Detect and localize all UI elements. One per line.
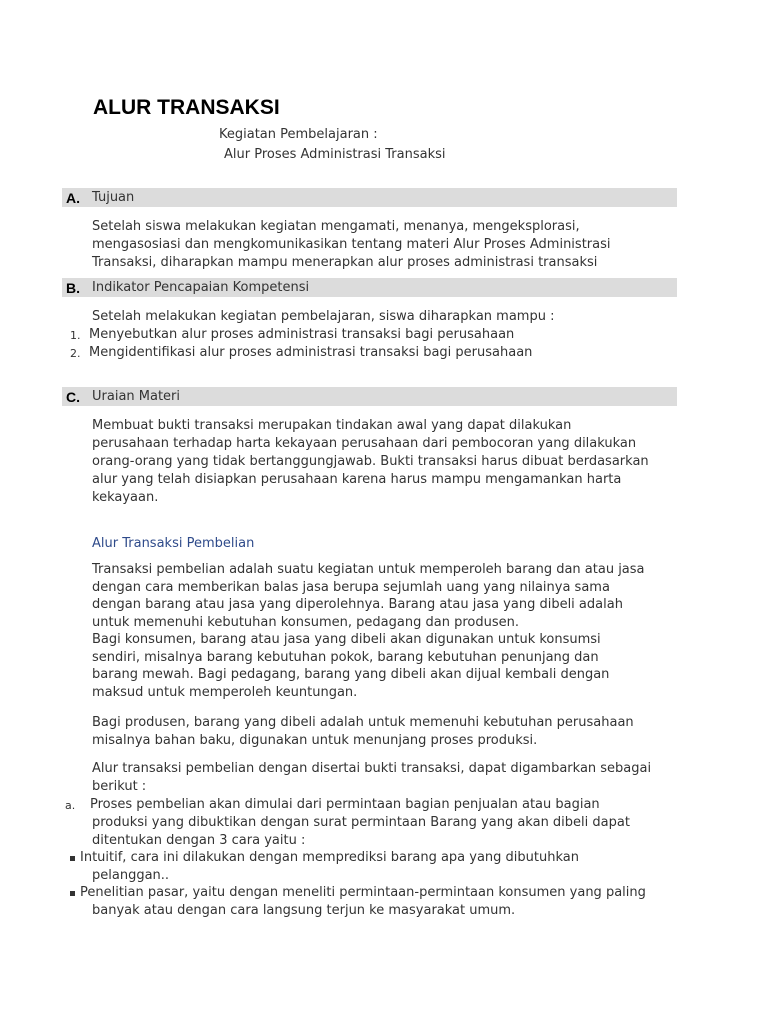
- text-line: perusahaan terhadap harta kekayaan perusahaan dari pembocoran yang dilakukan: [92, 436, 637, 451]
- subheading: Alur Transaksi Pembelian: [92, 536, 255, 551]
- section-c-title: Uraian Materi: [92, 389, 181, 404]
- document-title: ALUR TRANSAKSI: [93, 96, 280, 119]
- text-line: barang mewah. Bagi pedagang, barang yang dibeli akan dijual kembali dengan: [92, 667, 610, 682]
- text-line: maksud untuk memperoleh keuntungan.: [92, 684, 358, 700]
- bullet-item: [80, 849, 579, 885]
- section-b-title: Indikator Pencapaian Kompetensi: [92, 280, 310, 295]
- text-line: dengan barang atau jasa yang diperolehnya. Barang atau jasa yang dibeli adalah: [92, 597, 623, 612]
- text-line: Transaksi, diharapkan mampu menerapkan alur proses administrasi transaksi: [92, 255, 598, 270]
- text-line: pelanggan..: [92, 868, 170, 883]
- text-line: kekayaan.: [92, 490, 159, 505]
- list-item-a: [90, 796, 630, 850]
- section-c-letter: C.: [66, 388, 80, 405]
- section-a-paragraph: [92, 218, 682, 272]
- text-line: untuk memenuhi kebutuhan konsumen, pedagang dan produsen.: [92, 614, 519, 630]
- list-item: Menyebutkan alur proses administrasi transaksi bagi perusahaan: [89, 327, 515, 342]
- text-line: Membuat bukti transaksi merupakan tindakan awal yang dapat dilakukan: [92, 418, 572, 433]
- section-a-title: Tujuan: [92, 190, 135, 205]
- kegiatan-label: Kegiatan Pembelajaran :: [219, 127, 378, 142]
- text-line: Setelah siswa melakukan kegiatan mengamati, menanya, mengeksplorasi,: [92, 219, 580, 234]
- section-c-header: [62, 387, 677, 406]
- text-line: ditentukan dengan 3 cara yaitu :: [92, 833, 306, 848]
- text-line: orang-orang yang tidak bertanggungjawab. Bukti transaksi harus dibuat berdasarkan: [92, 454, 649, 469]
- kegiatan-topic: Alur Proses Administrasi Transaksi: [224, 147, 446, 162]
- text-line: produksi yang dibuktikan dengan surat permintaan Barang yang akan dibeli dapat: [92, 815, 630, 830]
- text-line: misalnya bahan baku, digunakan untuk menunjang proses produksi.: [92, 733, 538, 748]
- bullet-square-icon: [70, 891, 75, 896]
- text-line: dengan cara memberikan balas jasa berupa sejumlah uang yang nilainya sama: [92, 579, 610, 595]
- text-line: Penelitian pasar, yaitu dengan meneliti permintaan-permintaan konsumen yang paling: [80, 885, 646, 900]
- section-b-header: [62, 278, 677, 297]
- section-c-paragraph-4: [92, 760, 682, 796]
- section-b-intro: Setelah melakukan kegiatan pembelajaran, siswa diharapkan mampu :: [92, 309, 555, 324]
- bullet-square-icon: [70, 856, 75, 861]
- text-line: Transaksi pembelian adalah suatu kegiatan untuk memperoleh barang dan atau jasa: [92, 562, 645, 577]
- text-line: mengasosiasi dan mengkomunikasikan tentang materi Alur Proses Administrasi: [92, 237, 611, 252]
- text-line: sendiri, misalnya barang kebutuhan pokok, barang kebutuhan penunjang dan: [92, 649, 599, 665]
- text-line: alur yang telah disiapkan perusahaan karena harus mampu mengamankan harta: [92, 472, 622, 487]
- text-line: Bagi produsen, barang yang dibeli adalah untuk memenuhi kebutuhan perusahaan: [92, 715, 634, 730]
- section-c-paragraph-1: [92, 417, 682, 507]
- section-c-paragraph-3: [92, 714, 682, 750]
- text-line: Bagi konsumen, barang atau jasa yang dibeli akan digunakan untuk konsumsi: [92, 632, 601, 647]
- list-number: 1.: [70, 329, 81, 342]
- section-b-letter: B.: [66, 279, 80, 296]
- list-number: 2.: [70, 347, 81, 360]
- list-marker-a: a.: [65, 799, 76, 812]
- section-c-paragraph-2: [92, 561, 682, 701]
- text-line: berikut :: [92, 779, 147, 794]
- text-line: Alur transaksi pembelian dengan disertai bukti transaksi, dapat digambarkan sebagai: [92, 761, 652, 776]
- section-a-letter: A.: [66, 189, 80, 206]
- text-line: Proses pembelian akan dimulai dari permintaan bagian penjualan atau bagian: [90, 797, 600, 812]
- bullet-item: [80, 884, 646, 920]
- text-line: banyak atau dengan cara langsung terjun ke masyarakat umum.: [92, 903, 516, 918]
- text-line: Intuitif, cara ini dilakukan dengan memprediksi barang apa yang dibutuhkan: [80, 850, 579, 865]
- list-item: Mengidentifikasi alur proses administrasi transaksi bagi perusahaan: [89, 345, 533, 360]
- section-a-header: [62, 188, 677, 207]
